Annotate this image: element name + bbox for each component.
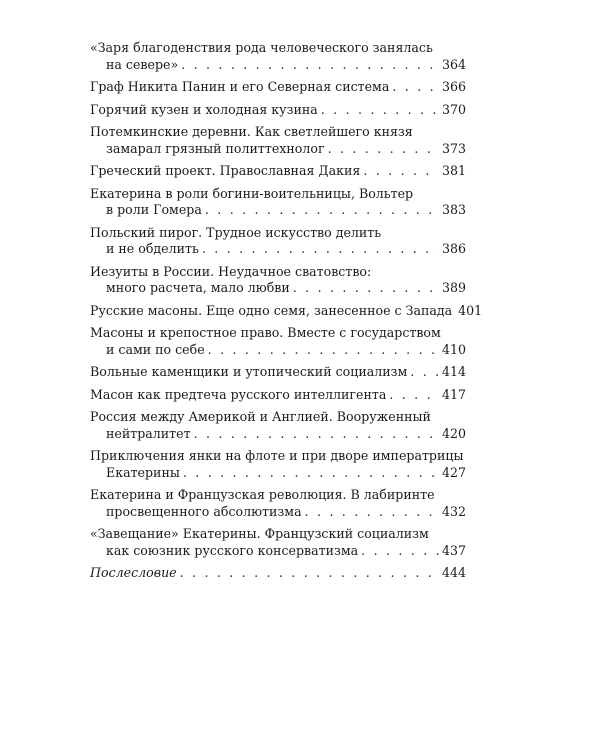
toc-entry	[90, 102, 466, 119]
dot-leader	[202, 241, 439, 258]
toc-entry-title-line: «Заря благоденствия рода человеческого занялась	[90, 40, 433, 55]
toc-entry-title-line: как союзник русского консерватизма	[106, 542, 359, 558]
toc-entry	[90, 325, 466, 358]
toc-entry-page-number: 386	[441, 241, 466, 256]
toc-entry-title-line: Вольные каменщики и утопический социализм	[90, 364, 408, 379]
toc-entry	[90, 387, 466, 404]
toc-entry-page-number: 366	[441, 79, 466, 94]
dot-leader	[328, 141, 439, 158]
dot-leader	[361, 543, 439, 560]
toc-entry-title-line: замарал грязный политтехнолог	[106, 140, 325, 156]
toc-entry-title-line: Русские масоны. Еще одно семя, занесенное с Запада	[90, 302, 453, 318]
dot-leader	[208, 342, 439, 359]
toc-entry	[90, 79, 466, 96]
toc-entry-page-number: 381	[441, 163, 466, 178]
toc-entry-title-line: Послесловие	[90, 565, 177, 580]
toc-entry-title-line: Екатерины	[106, 464, 180, 480]
dot-leader	[180, 565, 439, 582]
toc-entry-title-line: Горячий кузен и холодная кузина	[90, 101, 318, 117]
toc-entry-title-line: Греческий проект. Православная Дакия	[90, 163, 361, 178]
dot-leader	[205, 202, 439, 219]
toc-entry-title-line: нейтралитет	[106, 425, 191, 441]
toc-entry-page-number: 427	[441, 464, 466, 480]
toc-entry-title-line: Екатерина в роли богини-воительницы, Вольтер	[90, 185, 414, 201]
toc-entry-page-number: 417	[441, 386, 466, 402]
dot-leader	[389, 387, 439, 404]
toc-entry-page-number: 389	[441, 280, 466, 295]
toc-entry-page-number: 383	[441, 202, 466, 217]
dot-leader	[321, 102, 439, 119]
toc-entry-title-line: Потемкинские деревни. Как светлейшего князя	[90, 124, 413, 139]
dot-leader	[305, 504, 439, 521]
toc-entry-page-number: 432	[441, 503, 466, 519]
toc-entry-title-line: просвещенного абсолютизма	[106, 503, 302, 519]
toc-entry	[90, 225, 466, 258]
toc-entry	[90, 409, 466, 442]
toc-entry-page-number: 410	[441, 341, 466, 357]
toc-entry-title-line: Приключения янки на флоте и при дворе императрицы	[90, 448, 464, 463]
toc-entry-page-number: 414	[441, 364, 466, 379]
toc-entry-page-number: 373	[441, 140, 466, 156]
toc-entry-title-line: и не обделить	[106, 241, 199, 256]
dot-leader	[293, 280, 439, 297]
toc-entry	[90, 186, 466, 219]
toc-entry-title-line: Масоны и крепостное право. Вместе с государством	[90, 325, 441, 340]
toc-entry-page-number: 401	[458, 302, 483, 318]
toc-entry-page-number: 370	[441, 101, 466, 117]
toc-entry-page-number: 444	[441, 565, 466, 580]
toc-entry	[90, 487, 466, 520]
toc-entry-title-line: Граф Никита Панин и его Северная система	[90, 79, 390, 94]
toc-entry-title-line: Масон как предтеча русского интеллигента	[90, 386, 387, 402]
toc-entry-title-line: «Завещание» Екатерины. Французский социализм	[90, 526, 429, 541]
dot-leader	[194, 426, 439, 443]
dot-leader	[181, 57, 439, 74]
dot-leader	[392, 79, 439, 96]
toc-entry-page-number: 364	[441, 56, 466, 72]
dot-leader	[363, 163, 439, 180]
toc-entry	[90, 40, 466, 73]
toc-entry-page-number: 437	[441, 542, 466, 558]
toc-entry-title-line: в роли Гомера	[106, 202, 202, 217]
table-of-contents	[90, 40, 483, 588]
toc-entry	[90, 264, 466, 297]
toc-entry-title-line: Польский пирог. Трудное искусство делить	[90, 224, 382, 240]
toc-entry-title-line: Екатерина и Французская революция. В лабиринте	[90, 487, 435, 502]
toc-entry-title-line: Россия между Америкой и Англией. Вооруженный	[90, 409, 431, 424]
toc-entry-title-line: много расчета, мало любви	[106, 280, 290, 295]
toc-entry-title-line: и сами по себе	[106, 341, 205, 357]
toc-entry-title-line: на севере»	[106, 56, 179, 72]
toc-entry	[90, 526, 466, 559]
toc-entry	[90, 124, 466, 157]
dot-leader	[183, 465, 439, 482]
toc-entry	[90, 364, 466, 381]
toc-entry-afterword	[90, 565, 466, 582]
dot-leader	[410, 364, 439, 381]
toc-entry	[90, 448, 466, 481]
toc-entry	[90, 163, 466, 180]
toc-entry-title-line: Иезуиты в России. Неудачное сватовство:	[90, 263, 372, 279]
toc-entry-page-number: 420	[441, 425, 466, 441]
toc-entry	[90, 302, 483, 320]
